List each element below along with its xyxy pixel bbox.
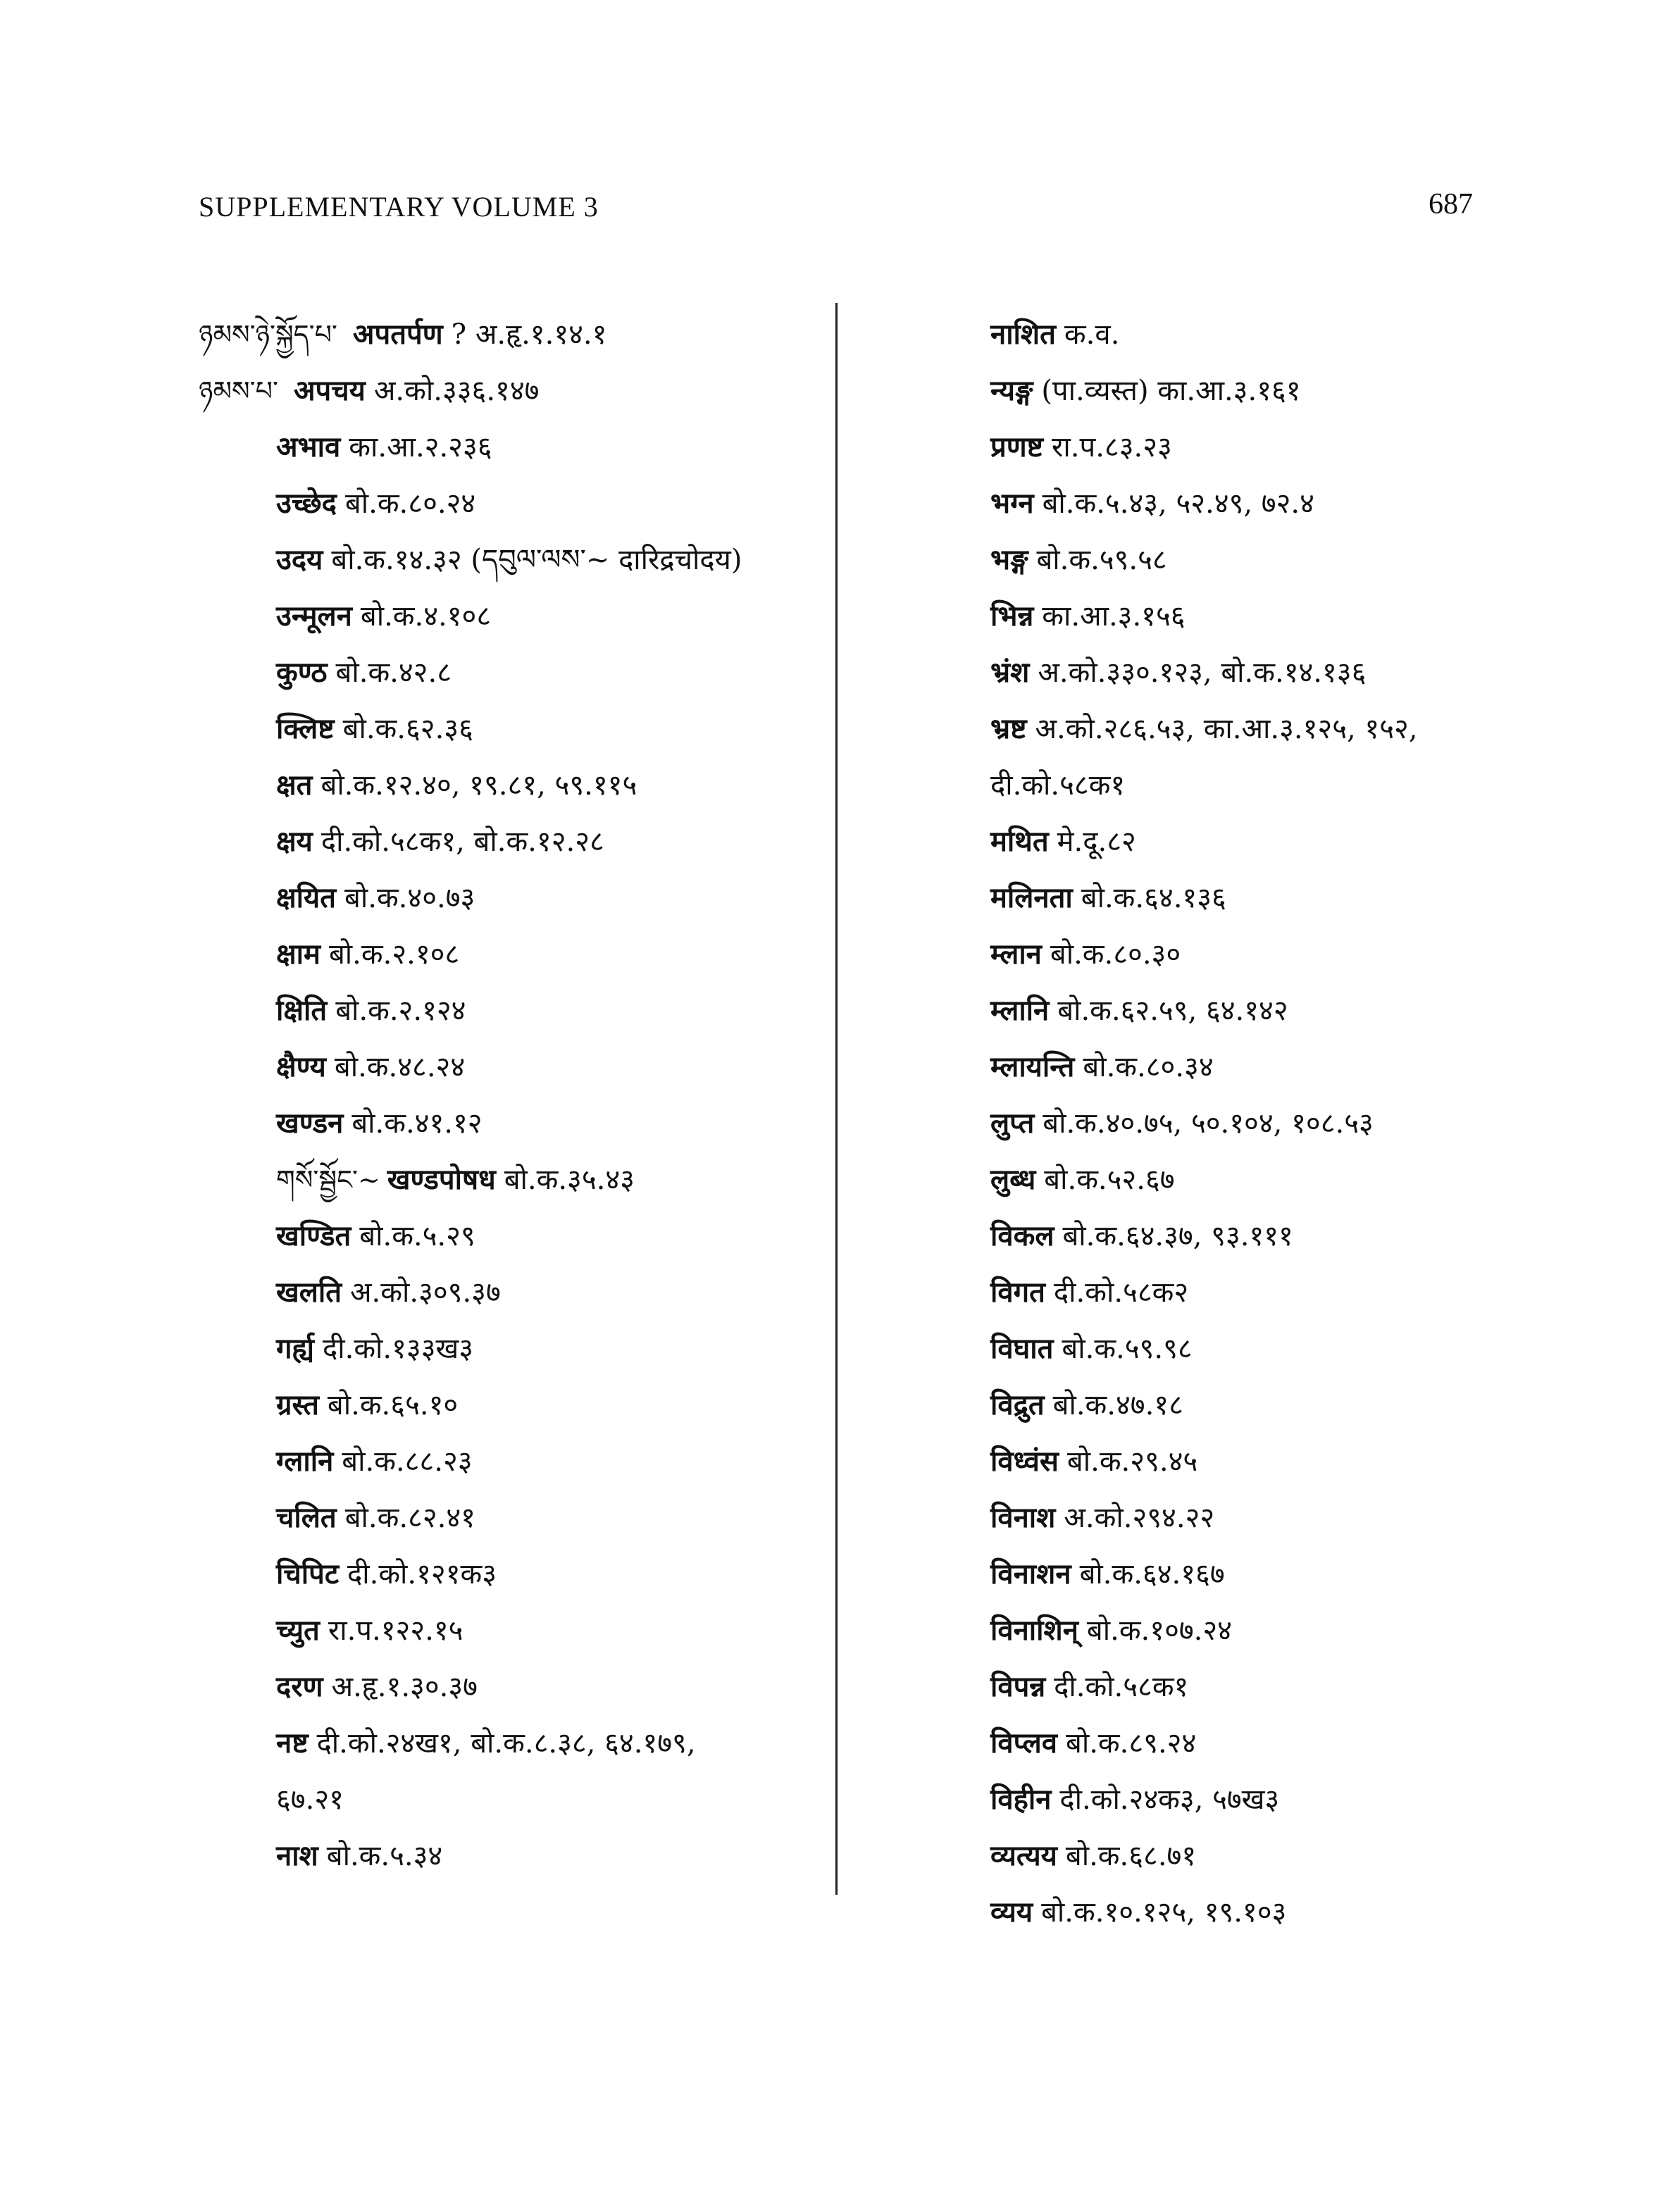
dictionary-entry	[199, 1264, 833, 1321]
source-references: ६७.२१	[276, 1783, 344, 1816]
dictionary-entry	[199, 1377, 833, 1433]
dictionary-entry	[199, 1208, 833, 1264]
dictionary-entry	[199, 306, 833, 363]
dictionary-entry	[913, 1490, 1526, 1546]
dictionary-entry	[913, 1659, 1526, 1715]
sanskrit-headword: मथित	[990, 825, 1049, 858]
dictionary-entry	[913, 1095, 1526, 1152]
source-references: बो.क.५९.९८	[1062, 1333, 1193, 1365]
source-references: बो.क.२.१२४	[335, 995, 466, 1027]
dictionary-entry	[913, 1208, 1526, 1264]
dictionary-entry	[199, 814, 833, 870]
sanskrit-headword: म्लायन्ति	[990, 1050, 1075, 1083]
dictionary-entry	[913, 1264, 1526, 1321]
source-references: बो.क.६८.७१	[1065, 1840, 1197, 1872]
sanskrit-headword: अपतर्पण	[352, 318, 443, 351]
source-references: बो.क.६५.१०	[327, 1389, 459, 1421]
dictionary-entry	[913, 645, 1526, 701]
source-references: बो.क.४२.८	[335, 656, 452, 689]
source-references: दी.को.५८क१, बो.क.१२.२८	[321, 826, 604, 858]
dictionary-entry	[913, 701, 1526, 757]
dictionary-entry	[199, 870, 833, 926]
dictionary-entry	[913, 363, 1526, 419]
source-references: बो.क.२.१०८	[328, 938, 460, 971]
sanskrit-headword: प्रणष्ट	[990, 430, 1044, 463]
source-references: अ.को.२८६.५३, का.आ.३.१२५, १५२,	[1035, 713, 1418, 745]
source-references: ? अ.हृ.१.१४.१	[451, 318, 607, 351]
sanskrit-headword: चिपिट	[276, 1557, 339, 1590]
dictionary-entry	[199, 1490, 833, 1546]
dictionary-entry	[913, 475, 1526, 532]
tibetan-prefix: གསོ་སྦྱོང་~	[276, 1164, 380, 1195]
sanskrit-headword: व्यय	[990, 1895, 1033, 1929]
sanskrit-headword: भग्न	[990, 487, 1034, 520]
sanskrit-headword: क्षाम	[276, 938, 321, 971]
source-references: बो.क.२९.४५	[1066, 1445, 1198, 1478]
source-references: दी.को.१२१क३	[347, 1558, 497, 1590]
dictionary-entry	[913, 1884, 1526, 1941]
dictionary-entry	[199, 1828, 833, 1884]
source-references: दी.को.५८क१	[990, 769, 1126, 802]
source-references: बो.क.८०.३४	[1083, 1051, 1214, 1083]
sanskrit-headword: विनाशन	[990, 1557, 1071, 1590]
sanskrit-headword: च्युत	[276, 1614, 320, 1647]
dictionary-entry	[913, 1152, 1526, 1208]
source-references: बो.क.६२.३६	[342, 713, 473, 745]
dictionary-entry	[199, 1772, 833, 1828]
source-references: बो.क.१४.३२ (དབུལ་ལས་~ दारिद्रचोदय)	[331, 544, 742, 576]
sanskrit-headword: लुब्ध	[990, 1163, 1036, 1196]
source-references: बो.क.५२.६७	[1044, 1164, 1175, 1196]
sanskrit-headword: दरण	[276, 1670, 323, 1703]
source-references: रा.प.८३.२३	[1052, 431, 1172, 463]
source-references: बो.क.६२.५९, ६४.१४२	[1057, 995, 1288, 1027]
source-references: बो.क.४७.१८	[1052, 1389, 1183, 1421]
source-references: क.व.	[1064, 318, 1120, 351]
source-references: बो.क.४०.७५, ५०.१०४, १०८.५३	[1043, 1107, 1374, 1140]
dictionary-entry	[199, 1715, 833, 1772]
sanskrit-headword: न्यङ्ग	[990, 374, 1033, 407]
sanskrit-headword: विनाश	[990, 1501, 1056, 1534]
sanskrit-headword: विनाशिन्	[990, 1614, 1078, 1647]
running-head: SUPPLEMENTARY VOLUME 3	[199, 191, 599, 223]
source-references: बो.क.८०.२४	[344, 487, 476, 520]
dictionary-entry	[199, 588, 833, 645]
tibetan-term: ཉམས་པ་	[199, 375, 278, 406]
sanskrit-headword: ग्लानि	[276, 1445, 334, 1478]
sanskrit-headword: कुण्ठ	[276, 656, 328, 689]
source-references: बो.क.८८.२३	[342, 1445, 473, 1478]
source-references: अ.को.३०९.३७	[350, 1276, 501, 1309]
dictionary-entry	[199, 1095, 833, 1152]
sanskrit-headword: विपन्न	[990, 1670, 1046, 1703]
sanskrit-headword: क्षत	[276, 768, 313, 802]
source-references: बो.क.१२.४०, १९.८१, ५९.११५	[321, 769, 637, 802]
source-references: बो.क.५.३४	[326, 1840, 443, 1872]
source-references: बो.क.४१.१२	[351, 1107, 483, 1140]
sanskrit-headword: नष्ट	[276, 1726, 309, 1760]
dictionary-entry	[199, 1321, 833, 1377]
sanskrit-headword: भ्रंश	[990, 656, 1030, 689]
sanskrit-headword: विहीन	[990, 1783, 1052, 1816]
dictionary-entry	[199, 645, 833, 701]
source-references: बो.क.६४.१३६	[1081, 882, 1226, 914]
sanskrit-headword: खण्डित	[276, 1219, 351, 1252]
sanskrit-headword: क्षिति	[276, 994, 328, 1027]
sanskrit-headword: लुप्त	[990, 1107, 1035, 1140]
source-references: दी.को.२४क३, ५७ख३	[1059, 1783, 1280, 1816]
source-references: बो.क.४८.२४	[334, 1051, 466, 1083]
sanskrit-headword: क्लिष्ट	[276, 712, 335, 745]
dictionary-entry	[199, 701, 833, 757]
dictionary-entry	[199, 926, 833, 983]
dictionary-entry	[199, 363, 833, 419]
sanskrit-headword: विगत	[990, 1276, 1045, 1309]
dictionary-entry	[913, 1715, 1526, 1772]
sanskrit-headword: चलित	[276, 1501, 337, 1534]
source-references: बो.क.५.२९	[359, 1220, 475, 1252]
dictionary-entry	[199, 1659, 833, 1715]
sanskrit-headword: म्लानि	[990, 994, 1050, 1027]
sanskrit-headword: क्षैण्य	[276, 1050, 326, 1083]
sanskrit-headword: विघात	[990, 1332, 1054, 1365]
dictionary-entry	[199, 1602, 833, 1659]
source-references: बो.क.४०.७३	[344, 882, 475, 914]
sanskrit-headword: भङ्ग	[990, 543, 1028, 576]
dictionary-entry	[913, 926, 1526, 983]
sanskrit-headword: अपचय	[293, 374, 366, 407]
dictionary-entry	[199, 419, 833, 475]
dictionary-entry	[913, 1546, 1526, 1602]
source-references: बो.क.३५.४३	[504, 1164, 635, 1196]
source-references: दी.को.५८क२	[1053, 1276, 1189, 1309]
source-references: बो.क.६४.१६७	[1079, 1558, 1225, 1590]
source-references: अ.को.३३६.१४७	[373, 375, 540, 407]
right-column	[913, 306, 1526, 1941]
source-references: बो.क.१०.१२५, १९.१०३	[1041, 1896, 1287, 1929]
dictionary-entry	[913, 1433, 1526, 1490]
dictionary-entry	[913, 532, 1526, 588]
source-references: अ.को.२९४.२२	[1064, 1502, 1215, 1534]
dictionary-entry	[199, 1039, 833, 1095]
dictionary-entry	[199, 983, 833, 1039]
sanskrit-headword: भ्रष्ट	[990, 712, 1027, 745]
source-references: रा.प.१२२.१५	[328, 1614, 463, 1647]
sanskrit-headword: भिन्न	[990, 599, 1034, 633]
source-references: दी.को.१३३ख३	[323, 1333, 474, 1365]
source-references: बो.क.१०७.२४	[1086, 1614, 1232, 1647]
dictionary-entry	[913, 870, 1526, 926]
dictionary-entry	[199, 1433, 833, 1490]
dictionary-entry	[199, 475, 833, 532]
dictionary-entry	[913, 588, 1526, 645]
sanskrit-headword: नाश	[276, 1839, 318, 1872]
column-divider	[835, 303, 838, 1895]
source-references: बो.क.८०.३०	[1050, 938, 1181, 971]
dictionary-entry	[199, 757, 833, 814]
dictionary-entry	[913, 1039, 1526, 1095]
source-references: (पा.व्यस्त) का.आ.३.१६१	[1041, 375, 1301, 407]
dictionary-entry	[913, 1828, 1526, 1884]
dictionary-entry	[199, 1546, 833, 1602]
source-references: अ.हृ.१.३०.३७	[331, 1671, 478, 1703]
sanskrit-headword: क्षय	[276, 825, 313, 858]
sanskrit-headword: उन्मूलन	[276, 599, 352, 633]
sanskrit-headword: खलति	[276, 1276, 342, 1309]
dictionary-entry	[913, 306, 1526, 363]
source-references: दी.को.५८क१	[1054, 1671, 1189, 1703]
dictionary-entry	[913, 983, 1526, 1039]
dictionary-entry	[913, 1772, 1526, 1828]
dictionary-entry	[199, 532, 833, 588]
source-references: बो.क.६४.३७, ९३.१११	[1062, 1220, 1293, 1252]
sanskrit-headword: गर्ह्य	[276, 1332, 314, 1365]
sanskrit-headword: उदय	[276, 543, 323, 576]
dictionary-entry	[913, 1321, 1526, 1377]
source-references: का.आ.२.२३६	[349, 431, 492, 463]
sanskrit-headword: विध्वंस	[990, 1445, 1059, 1478]
left-column	[199, 306, 833, 1884]
source-references: बो.क.८२.४१	[344, 1502, 475, 1534]
source-references: दी.को.२४ख१, बो.क.८.३८, ६४.१७९,	[316, 1727, 696, 1760]
sanskrit-headword: म्लान	[990, 938, 1042, 971]
sanskrit-headword: विद्रुत	[990, 1388, 1045, 1421]
tibetan-term: ཉམས་ཉེ་སྐྱོད་པ་	[199, 319, 337, 350]
sanskrit-headword: मलिनता	[990, 881, 1073, 914]
source-references: बो.क.८९.२४	[1066, 1727, 1197, 1760]
sanskrit-headword: खण्डपोषध	[387, 1163, 496, 1196]
sanskrit-headword: नाशित	[990, 318, 1056, 351]
dictionary-entry	[913, 1377, 1526, 1433]
sanskrit-headword: ग्रस्त	[276, 1388, 319, 1421]
sanskrit-headword: अभाव	[276, 430, 341, 463]
dictionary-entry	[913, 419, 1526, 475]
source-references: मे.दू.८२	[1057, 826, 1136, 858]
sanskrit-headword: विप्लव	[990, 1726, 1057, 1760]
source-references: बो.क.५९.५८	[1036, 544, 1167, 576]
source-references: बो.क.४.१०८	[360, 600, 492, 633]
sanskrit-headword: क्षयित	[276, 881, 337, 914]
dictionary-entry	[913, 1602, 1526, 1659]
sanskrit-headword: व्यत्यय	[990, 1839, 1057, 1872]
sanskrit-headword: खण्डन	[276, 1107, 344, 1140]
dictionary-entry	[199, 1152, 833, 1208]
dictionary-entry	[913, 814, 1526, 870]
page-number: 687	[1429, 188, 1473, 220]
source-references: अ.को.३३०.१२३, बो.क.१४.१३६	[1038, 656, 1367, 689]
dictionary-entry	[913, 757, 1526, 814]
sanskrit-headword: उच्छेद	[276, 487, 337, 520]
sanskrit-headword: विकल	[990, 1219, 1054, 1252]
source-references: का.आ.३.१५६	[1042, 600, 1186, 633]
source-references: बो.क.५.४३, ५२.४९, ७२.४	[1042, 487, 1314, 520]
